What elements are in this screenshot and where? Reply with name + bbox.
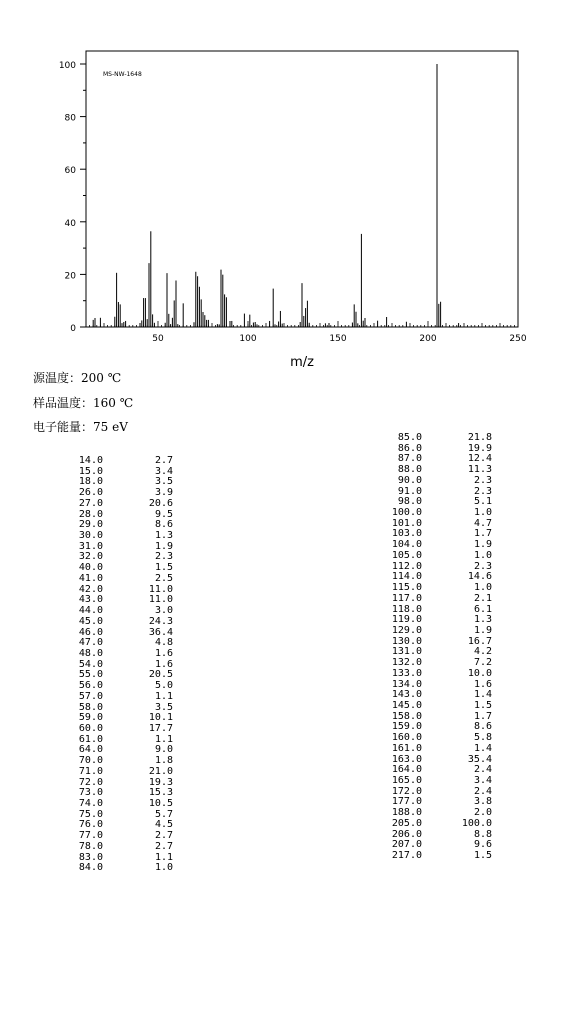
- source-temperature: [33, 371, 121, 385]
- peak-intensity-value: 24.3: [148, 615, 173, 627]
- peak-mz-value: 76.0: [78, 819, 103, 831]
- peak-mz-value: 32.0: [78, 551, 103, 563]
- peak-intensity-value: 19.9: [467, 442, 492, 454]
- peak-mz-value: 91.0: [397, 485, 422, 497]
- mass-spectrum-chart: [0, 0, 570, 370]
- peak-intensity-value: 1.0: [473, 549, 492, 561]
- electron-energy-label: 电子能量：: [33, 420, 94, 434]
- peak-intensity-value: 1.6: [154, 647, 173, 659]
- peak-mz-value: 205.0: [391, 817, 422, 829]
- peak-intensity-value: 36.4: [148, 626, 173, 638]
- peak-table-right: [382, 433, 492, 862]
- peak-intensity-value: 2.7: [154, 830, 173, 842]
- peak-mz-value: 60.0: [78, 722, 103, 734]
- peak-mz-value: 57.0: [78, 690, 103, 702]
- peak-intensity-value: 1.1: [154, 733, 173, 745]
- peak-mz-value: 29.0: [78, 519, 103, 531]
- peak-intensity-value: 1.3: [473, 614, 492, 626]
- peak-intensity-value: 9.5: [154, 508, 173, 520]
- peak-intensity-value: 2.7: [154, 455, 173, 466]
- peak-intensity-value: 5.7: [154, 808, 173, 820]
- source-temperature-label: 源温度：: [33, 371, 82, 385]
- peak-intensity-value: 1.0: [154, 862, 173, 874]
- peak-mz-value: 164.0: [391, 764, 422, 776]
- peak-intensity-value: 2.3: [473, 560, 492, 572]
- peak-intensity-value: 5.1: [473, 496, 492, 508]
- peak-intensity-value: 21.0: [148, 765, 173, 777]
- peak-intensity-value: 4.2: [473, 646, 492, 658]
- peak-intensity-value: 2.4: [473, 764, 492, 776]
- peak-intensity-value: 2.3: [473, 474, 492, 486]
- peak-mz-value: 119.0: [391, 614, 422, 626]
- peak-mz-value: 72.0: [78, 776, 103, 788]
- peak-mz-value: 48.0: [78, 647, 103, 659]
- peak-intensity-value: 1.5: [473, 699, 492, 711]
- y-tick-label: 60: [64, 166, 76, 177]
- source-temperature-value: 200 ℃: [81, 371, 122, 385]
- x-tick-label: 100: [239, 334, 257, 344]
- peak-mz-value: 145.0: [391, 699, 422, 711]
- peak-intensity-value: 11.3: [467, 464, 492, 476]
- peak-mz-value: 163.0: [391, 753, 422, 765]
- peak-mz-value: 100.0: [391, 507, 422, 519]
- peak-intensity-value: 35.4: [467, 753, 492, 765]
- peak-table-row: [63, 692, 173, 703]
- peak-mz-value: 188.0: [391, 807, 422, 819]
- sample-temperature: [33, 396, 133, 410]
- peak-mz-value: 114.0: [391, 571, 422, 583]
- peak-mz-value: 14.0: [78, 455, 103, 466]
- peak-intensity-value: 1.6: [154, 658, 173, 670]
- peak-intensity-value: 2.5: [154, 572, 173, 584]
- peak-mz-value: 27.0: [78, 497, 103, 509]
- peak-mz-value: 86.0: [397, 442, 422, 454]
- peak-mz-value: 177.0: [391, 796, 422, 808]
- peak-table-row: [63, 842, 173, 853]
- peak-mz-value: 105.0: [391, 549, 422, 561]
- peak-mz-value: 103.0: [391, 528, 422, 540]
- peak-intensity-value: 10.0: [467, 667, 492, 679]
- peak-mz-value: 74.0: [78, 798, 103, 809]
- peak-intensity-value: 17.7: [148, 722, 173, 734]
- peak-intensity-value: 100.0: [461, 817, 492, 829]
- peak-intensity-value: 10.5: [148, 798, 173, 809]
- peak-mz-value: 77.0: [78, 830, 103, 842]
- peak-intensity-value: 1.9: [473, 539, 492, 551]
- peak-mz-value: 54.0: [78, 658, 103, 670]
- peak-table-row: [63, 499, 173, 510]
- peak-intensity-value: 8.6: [154, 519, 173, 531]
- peak-intensity-value: 2.1: [473, 592, 492, 604]
- peak-intensity-value: 2.3: [473, 485, 492, 497]
- electron-energy: [33, 420, 128, 434]
- x-tick-label: 50: [152, 334, 164, 344]
- peak-intensity-value: 21.8: [467, 432, 492, 443]
- peak-table-row: [382, 669, 492, 680]
- peak-table-row: [382, 851, 492, 862]
- x-tick-label: 150: [329, 334, 347, 344]
- peak-intensity-value: 3.8: [473, 796, 492, 808]
- peak-mz-value: 56.0: [78, 680, 103, 692]
- peak-mz-value: 104.0: [391, 539, 422, 551]
- y-axis: [59, 61, 86, 334]
- peak-mz-value: 59.0: [78, 712, 103, 724]
- peak-intensity-value: 1.8: [154, 755, 173, 767]
- peak-table-row: [63, 863, 173, 874]
- peak-intensity-value: 6.1: [473, 603, 492, 615]
- peak-mz-value: 64.0: [78, 744, 103, 756]
- peak-mz-value: 18.0: [78, 476, 103, 488]
- peak-intensity-value: 1.7: [473, 710, 492, 722]
- peak-intensity-value: 4.7: [473, 517, 492, 529]
- peak-intensity-value: 5.8: [473, 732, 492, 744]
- y-tick-label: 40: [64, 218, 76, 229]
- peak-mz-value: 28.0: [78, 508, 103, 520]
- peak-intensity-value: 3.4: [154, 465, 173, 477]
- peak-mz-value: 158.0: [391, 710, 422, 722]
- x-tick-label: 200: [419, 334, 437, 344]
- peak-mz-value: 90.0: [397, 474, 422, 486]
- peak-mz-value: 61.0: [78, 733, 103, 745]
- spectrum-peaks: [93, 64, 458, 327]
- peak-intensity-value: 19.3: [148, 776, 173, 788]
- peak-mz-value: 41.0: [78, 572, 103, 584]
- peak-intensity-value: 1.9: [154, 540, 173, 552]
- peak-mz-value: 40.0: [78, 562, 103, 574]
- y-tick-label: 20: [64, 271, 76, 282]
- peak-intensity-value: 1.7: [473, 528, 492, 540]
- y-tick-label: 80: [64, 113, 76, 124]
- peak-intensity-value: 1.0: [473, 582, 492, 594]
- peak-mz-value: 83.0: [78, 851, 103, 863]
- peak-table-row: [382, 476, 492, 487]
- peak-intensity-value: 2.3: [154, 551, 173, 563]
- peak-mz-value: 206.0: [391, 828, 422, 840]
- peak-table-row: [63, 617, 173, 628]
- peak-mz-value: 143.0: [391, 689, 422, 701]
- peak-intensity-value: 3.4: [473, 775, 492, 786]
- peak-intensity-value: 3.0: [154, 605, 173, 617]
- peak-intensity-value: 4.8: [154, 637, 173, 649]
- peak-intensity-value: 16.7: [467, 635, 492, 647]
- peak-intensity-value: 1.1: [154, 851, 173, 863]
- peak-intensity-value: 1.5: [473, 850, 492, 862]
- peak-mz-value: 45.0: [78, 615, 103, 627]
- peak-mz-value: 161.0: [391, 742, 422, 754]
- peak-intensity-value: 7.2: [473, 657, 492, 669]
- electron-energy-value: 75 eV: [93, 420, 128, 434]
- peak-intensity-value: 2.4: [473, 785, 492, 797]
- peak-intensity-value: 20.6: [148, 497, 173, 509]
- peak-intensity-value: 11.0: [148, 594, 173, 606]
- peak-table-row: [382, 744, 492, 755]
- peak-mz-value: 165.0: [391, 775, 422, 786]
- peak-mz-value: 73.0: [78, 787, 103, 799]
- peak-mz-value: 172.0: [391, 785, 422, 797]
- peak-mz-value: 43.0: [78, 594, 103, 606]
- peak-mz-value: 101.0: [391, 517, 422, 529]
- peak-intensity-value: 3.5: [154, 701, 173, 713]
- peak-table-row: [382, 594, 492, 605]
- peak-mz-value: 87.0: [397, 453, 422, 465]
- peak-mz-value: 98.0: [397, 496, 422, 508]
- peak-intensity-value: 2.0: [473, 807, 492, 819]
- peak-mz-value: 55.0: [78, 669, 103, 681]
- peak-mz-value: 159.0: [391, 721, 422, 733]
- peak-mz-value: 88.0: [397, 464, 422, 476]
- peak-intensity-value: 8.6: [473, 721, 492, 733]
- peak-intensity-value: 1.5: [154, 562, 173, 574]
- sample-temperature-label: 样品温度：: [33, 396, 94, 410]
- peak-intensity-value: 3.9: [154, 487, 173, 499]
- peak-mz-value: 129.0: [391, 624, 422, 636]
- peak-mz-value: 85.0: [397, 432, 422, 443]
- peak-intensity-value: 14.6: [467, 571, 492, 583]
- peak-mz-value: 44.0: [78, 605, 103, 617]
- peak-mz-value: 133.0: [391, 667, 422, 679]
- y-tick-label: 0: [70, 324, 76, 334]
- peak-intensity-value: 11.0: [148, 583, 173, 595]
- peak-intensity-value: 1.3: [154, 530, 173, 542]
- peak-mz-value: 115.0: [391, 582, 422, 594]
- peak-mz-value: 134.0: [391, 678, 422, 690]
- peak-mz-value: 207.0: [391, 839, 422, 851]
- peak-mz-value: 31.0: [78, 540, 103, 552]
- peak-mz-value: 131.0: [391, 646, 422, 658]
- peak-mz-value: 42.0: [78, 583, 103, 595]
- peak-intensity-value: 1.4: [473, 689, 492, 701]
- peak-mz-value: 30.0: [78, 530, 103, 542]
- peak-mz-value: 78.0: [78, 840, 103, 852]
- peak-mz-value: 15.0: [78, 465, 103, 477]
- peak-mz-value: 70.0: [78, 755, 103, 767]
- x-axis-label: m/z: [290, 355, 314, 370]
- peak-intensity-value: 5.0: [154, 680, 173, 692]
- peak-mz-value: 160.0: [391, 732, 422, 744]
- peak-intensity-value: 2.7: [154, 840, 173, 852]
- peak-intensity-value: 1.6: [473, 678, 492, 690]
- peak-intensity-value: 9.6: [473, 839, 492, 851]
- x-tick-label: 250: [509, 334, 527, 344]
- peak-intensity-value: 8.8: [473, 828, 492, 840]
- peak-mz-value: 71.0: [78, 765, 103, 777]
- peak-mz-value: 117.0: [391, 592, 422, 604]
- peak-intensity-value: 1.1: [154, 690, 173, 702]
- peak-intensity-value: 1.9: [473, 624, 492, 636]
- peak-mz-value: 26.0: [78, 487, 103, 499]
- peak-mz-value: 84.0: [78, 862, 103, 874]
- peak-mz-value: 47.0: [78, 637, 103, 649]
- peak-mz-value: 118.0: [391, 603, 422, 615]
- peak-intensity-value: 1.4: [473, 742, 492, 754]
- sample-temperature-value: 160 ℃: [93, 396, 134, 410]
- peak-mz-value: 112.0: [391, 560, 422, 572]
- peak-intensity-value: 20.5: [148, 669, 173, 681]
- peak-mz-value: 46.0: [78, 626, 103, 638]
- peak-intensity-value: 1.0: [473, 507, 492, 519]
- peak-table-row: [382, 819, 492, 830]
- peak-intensity-value: 4.5: [154, 819, 173, 831]
- peak-mz-value: 132.0: [391, 657, 422, 669]
- peak-mz-value: 217.0: [391, 850, 422, 862]
- peak-table-row: [63, 767, 173, 778]
- peak-intensity-value: 9.0: [154, 744, 173, 756]
- y-tick-label: 100: [58, 61, 76, 71]
- peak-mz-value: 75.0: [78, 808, 103, 820]
- peak-intensity-value: 10.1: [148, 712, 173, 724]
- peak-mz-value: 58.0: [78, 701, 103, 713]
- peak-intensity-value: 15.3: [148, 787, 173, 799]
- peak-table-left: [63, 456, 173, 874]
- peak-intensity-value: 3.5: [154, 476, 173, 488]
- peak-mz-value: 130.0: [391, 635, 422, 647]
- peak-intensity-value: 12.4: [467, 453, 492, 465]
- spectrum-id-label: MS-NW-1648: [103, 71, 142, 78]
